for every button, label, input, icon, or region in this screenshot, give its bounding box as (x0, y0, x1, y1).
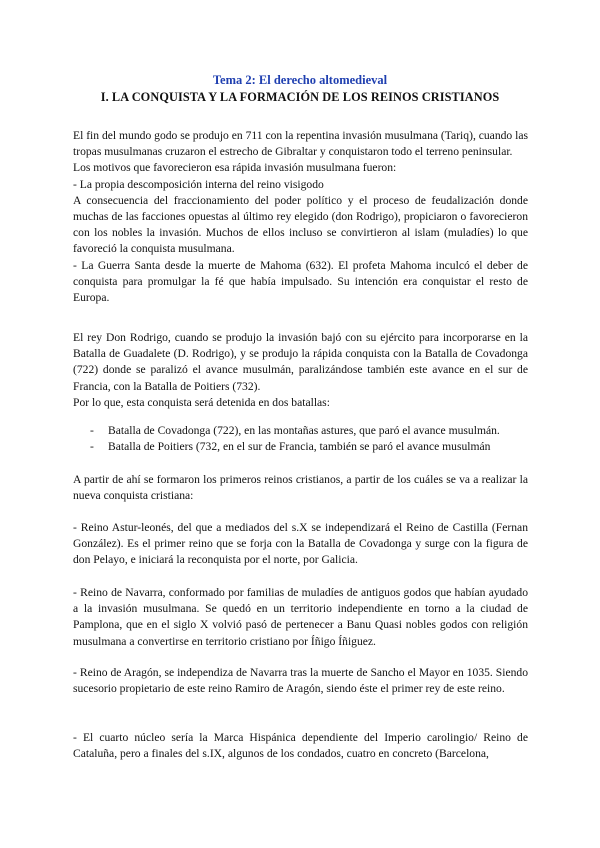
list-item (73, 423, 528, 439)
bullet-marker: - (90, 424, 94, 437)
battle-list (73, 423, 528, 455)
paragraph-motives: Los motivos que favorecieron esa rápida invasión musulmana fueron: (73, 161, 397, 175)
bullet-marker: - (90, 440, 94, 454)
paragraph-astur-leones (73, 520, 528, 569)
paragraph-motive-one: - La propia descomposición interna del reino visigodo (73, 177, 324, 191)
paragraph-don-rodrigo: El rey Don Rodrigo, cuando se produjo la invasión bajó con su ejército para incorporarse en la Batalla de Guadalete (D. Rodrigo), y se produjo la rápida conquista con la Batalla de Covadonga (722) donde se paralizó el avance musulmán, paralizándose también este avance en el sur de Francia, con la Batalla de Poitiers (732). (73, 331, 528, 393)
paragraph-text: - Reino de Aragón, se independiza de Navarra tras la muerte de Sancho el Mayor en 1035. Siendo sucesorio propietario de este reino Ramiro de Aragón, siendo éste el primer rey de este reino. (73, 666, 528, 696)
paragraph-marca-hispanica (73, 730, 528, 762)
list-item-text: Batalla de Covadonga (722), en las montañas astures, que paró el avance musulmán. (108, 424, 500, 437)
paragraph-two-battles: Por lo que, esta conquista será detenida en dos batallas: (73, 395, 330, 409)
paragraph-text: - Reino de Navarra, conformado por familias de muladíes de antiguos godos que habían ayudado a la invasión musulmana. Se quedó en un territorio independiente en torno a la ciudad de Pamplona, que en el siglo X volvió pasó de pertenecer a Banu Quasi nobles godos con religión musulmana a convertirse en territorio cristiano por Íñigo Íñiguez. (73, 586, 528, 648)
list-item (73, 439, 528, 455)
paragraph-text: A partir de ahí se formaron los primeros reinos cristianos, a partir de los cuáles se va a realizar la nueva conquista cristiana: (73, 473, 528, 503)
paragraph-text: - Reino Astur-leonés, del que a mediados del s.X se independizará el Reino de Castilla (Fernan González). Es el primer reino que se forja con la Batalla de Covadonga y surge con la figura de don Pelayo, e iniciará la reconquista por el norte, por Galicia. (73, 521, 528, 567)
intro-block (73, 128, 528, 306)
paragraph-navarra (73, 585, 528, 650)
section-heading: I. LA CONQUISTA Y LA FORMACIÓN DE LOS REINOS CRISTIANOS (100, 90, 500, 104)
topic-title: Tema 2: El derecho altomedieval (212, 73, 388, 87)
paragraph-christian-kingdoms (73, 472, 528, 504)
paragraph-feudalization: A consecuencia del fraccionamiento del poder político y el proceso de feudalización donde muchas de las facciones opuestas al último rey elegido (don Rodrigo), propiciaron o favorecieron con los nobles la invasión. Muchos de ellos incluso se convirtieron al islam (muladíes) lo que favoreció la conquista musulmana. (73, 193, 528, 256)
paragraph-aragon (73, 665, 528, 697)
paragraph-holy-war: - La Guerra Santa desde la muerte de Mahoma (632). El profeta Mahoma inculcó el deber de conquista para promulgar la fé que había impulsado. Su intención era conquistar el resto de Europa. (73, 258, 528, 305)
battles-block (73, 330, 528, 411)
paragraph-text: - El cuarto núcleo sería la Marca Hispánica dependiente del Imperio carolingio/ Reino de Cataluña, pero a finales del s.IX, algunos de los condados, cuatro en concreto (Barcelona, (73, 731, 528, 761)
paragraph-invasion: El fin del mundo godo se produjo en 711 con la repentina invasión musulmana (Tariq), cuando las tropas musulmanas cruzaron el estrecho de Gibraltar y conquistaron todo el terreno peninsular. (73, 129, 528, 159)
list-item-text: Batalla de Poitiers (732, en el sur de Francia, también se paró el avance musulmán (108, 440, 491, 454)
